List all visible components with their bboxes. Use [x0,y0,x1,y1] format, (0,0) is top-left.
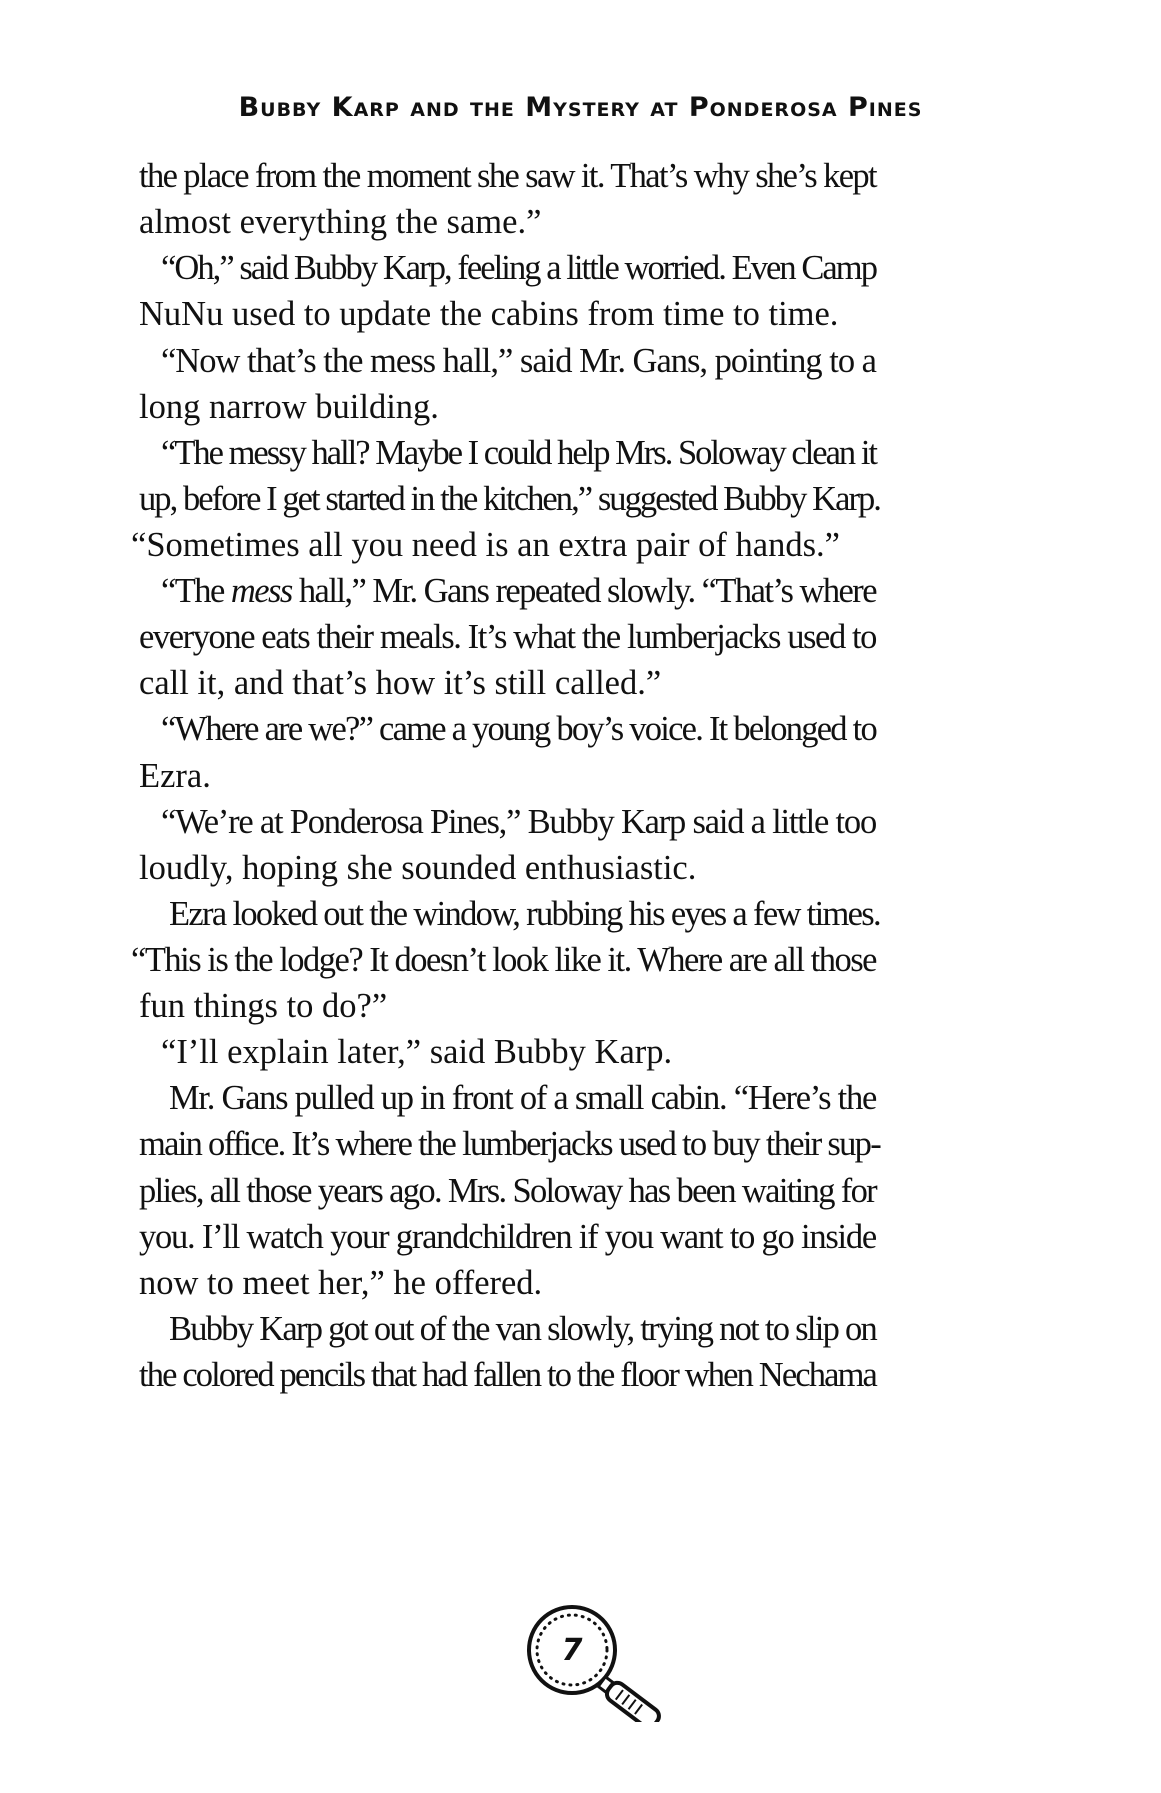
line-text: “Oh,” said Bubby Karp, feeling a little worried. Even Camp [161,249,876,287]
line-text: almost everything the same.” [139,203,542,241]
text-line [0,519,1161,571]
text-line [0,335,1161,387]
text-line [0,657,1161,709]
line-text: Mr. Gans pulled up in front of a small cabin. “Here’s the [169,1079,876,1117]
text-line [0,150,1161,202]
text-line [0,703,1161,755]
line-text: “The messy hall? Maybe I could help Mrs. Soloway clean it [161,434,876,472]
line-text: main office. It’s where the lumberjacks used to buy their sup- [139,1125,880,1163]
text-line [0,473,1161,525]
line-text: “I’ll explain later,” said Bubby Karp. [161,1033,673,1071]
line-text: plies, all those years ago. Mrs. Soloway has been waiting for [139,1172,876,1210]
line-text: now to meet her,” he offered. [139,1264,543,1302]
text-line [0,565,1161,617]
line-text: Bubby Karp got out of the van slowly, trying not to slip on [169,1310,876,1348]
text-line [0,750,1161,802]
text-line [0,1072,1161,1124]
text-line [0,1303,1161,1355]
line-text-part: “The [161,572,231,610]
line-text: the place from the moment she saw it. That’s why she’s kept [139,157,876,195]
text-line [0,1257,1161,1309]
line-text: “Now that’s the mess hall,” said Mr. Gans, pointing to a [161,342,876,380]
line-text [161,565,876,617]
line-text: “This is the lodge? It doesn’t look like it. Where are all those [131,941,876,979]
line-text: call it, and that’s how it’s still called.” [139,664,662,702]
text-line [0,427,1161,479]
running-header: Bubby Karp and the Mystery at Ponderosa Pines [238,92,923,123]
emphasis-text: mess [230,572,292,610]
text-line [0,196,1161,248]
text-line [0,1165,1161,1217]
line-text: NuNu used to update the cabins from time to time. [139,295,839,333]
text-line [0,242,1161,294]
line-text: fun things to do?” [139,987,388,1025]
text-line [0,980,1161,1032]
line-text: “We’re at Ponderosa Pines,” Bubby Karp said a little too [161,803,876,841]
text-line [0,842,1161,894]
line-text: you. I’ll watch your grandchildren if you want to go inside [139,1218,876,1256]
line-text: Ezra. [139,757,211,795]
page-number: 7 [561,1632,583,1668]
text-line [0,1026,1161,1078]
line-text: everyone eats their meals. It’s what the lumberjacks used to [139,618,876,656]
text-line [0,1349,1161,1401]
line-text: “Where are we?” came a young boy’s voice. It belonged to [161,710,876,748]
text-line [0,934,1161,986]
line-text: Ezra looked out the window, rubbing his eyes a few times. [169,895,880,933]
page-number-badge [524,1602,684,1722]
text-line [0,381,1161,433]
text-line [0,288,1161,340]
line-text-part: hall,” Mr. Gans repeated slowly. “That’s where [291,572,876,610]
line-text: “Sometimes all you need is an extra pair of hands.” [131,526,840,564]
line-text: up, before I get started in the kitchen,” suggested Bubby Karp. [139,480,880,518]
line-text: the colored pencils that had fallen to the floor when Nechama [139,1356,876,1394]
text-line [0,796,1161,848]
text-line [0,1211,1161,1263]
line-text: long narrow building. [139,388,439,426]
text-line [0,1118,1161,1170]
text-line [0,888,1161,940]
line-text: loudly, hoping she sounded enthusiastic. [139,849,697,887]
text-line [0,611,1161,663]
